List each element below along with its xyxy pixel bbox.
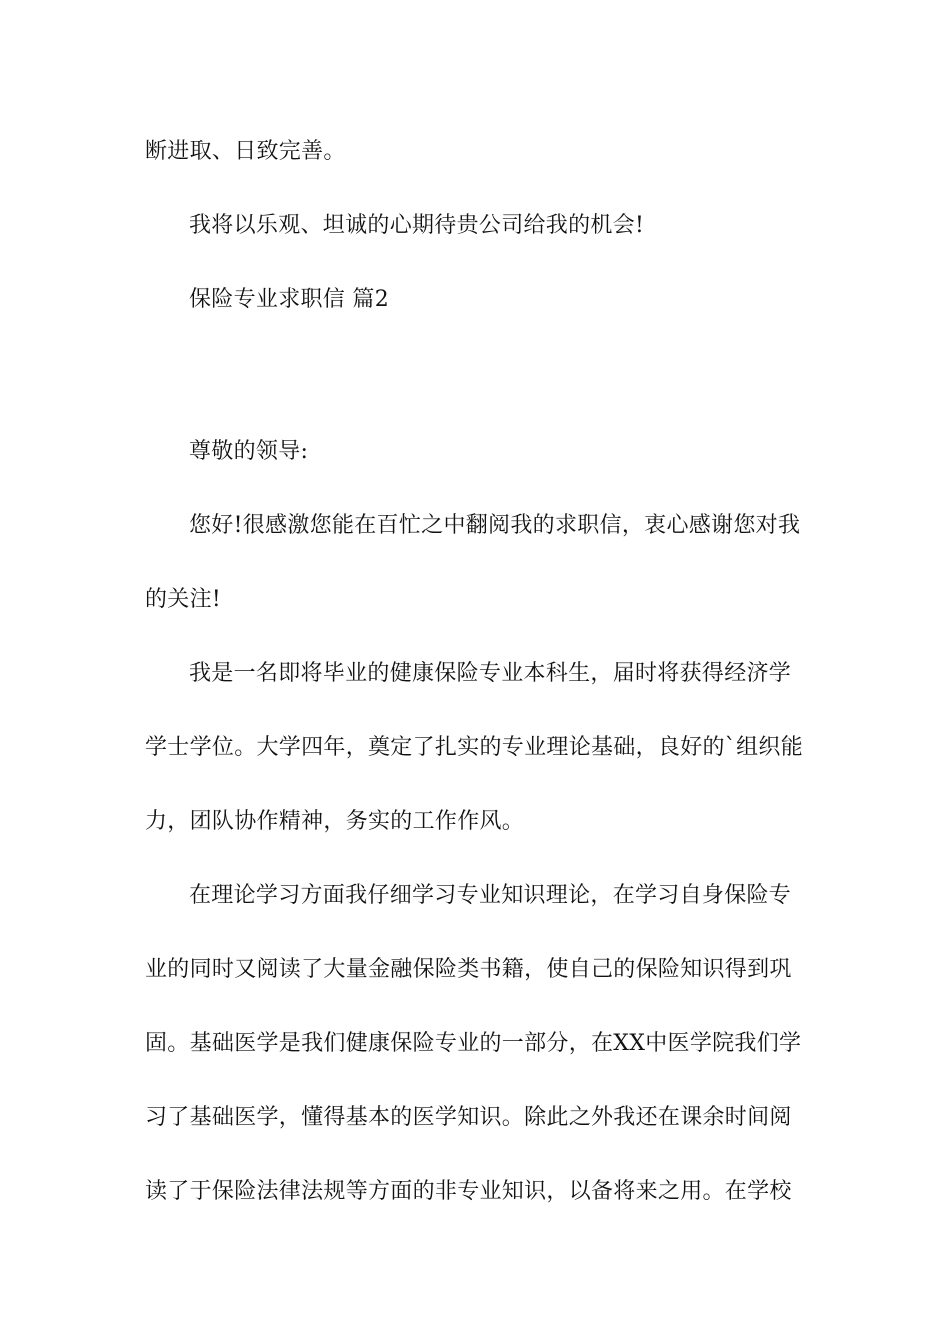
paragraph-line: 固。基础医学是我们健康保险专业的一部分，在XX中医学院我们学 <box>145 1031 802 1056</box>
paragraph-line: 业的同时又阅读了大量金融保险类书籍，使自己的保险知识得到巩 <box>145 957 792 982</box>
paragraph-line: 学士学位。大学四年，奠定了扎实的专业理论基础，良好的`组织能 <box>145 735 804 760</box>
paragraph-line: 力，团队协作精神，务实的工作作风。 <box>145 809 525 834</box>
paragraph-line: 读了于保险法律法规等方面的非专业知识，以备将来之用。在学校 <box>145 1179 792 1204</box>
salutation: 尊敬的领导: <box>189 439 309 464</box>
section-heading: 保险专业求职信 篇2 <box>189 287 389 312</box>
paragraph-line: 您好!很感激您能在百忙之中翻阅我的求职信，衷心感谢您对我 <box>189 513 801 538</box>
paragraph-line: 我是一名即将毕业的健康保险专业本科生，届时将获得经济学 <box>189 661 792 686</box>
paragraph-line: 我将以乐观、坦诚的心期待贵公司给我的机会! <box>189 213 645 238</box>
paragraph-line: 习了基础医学，懂得基本的医学知识。除此之外我还在课余时间阅 <box>145 1105 792 1130</box>
paragraph-line: 断进取、日致完善。 <box>145 139 346 164</box>
paragraph-line: 的关注! <box>145 587 222 612</box>
paragraph-line: 在理论学习方面我仔细学习专业知识理论，在学习自身保险专 <box>189 883 792 908</box>
